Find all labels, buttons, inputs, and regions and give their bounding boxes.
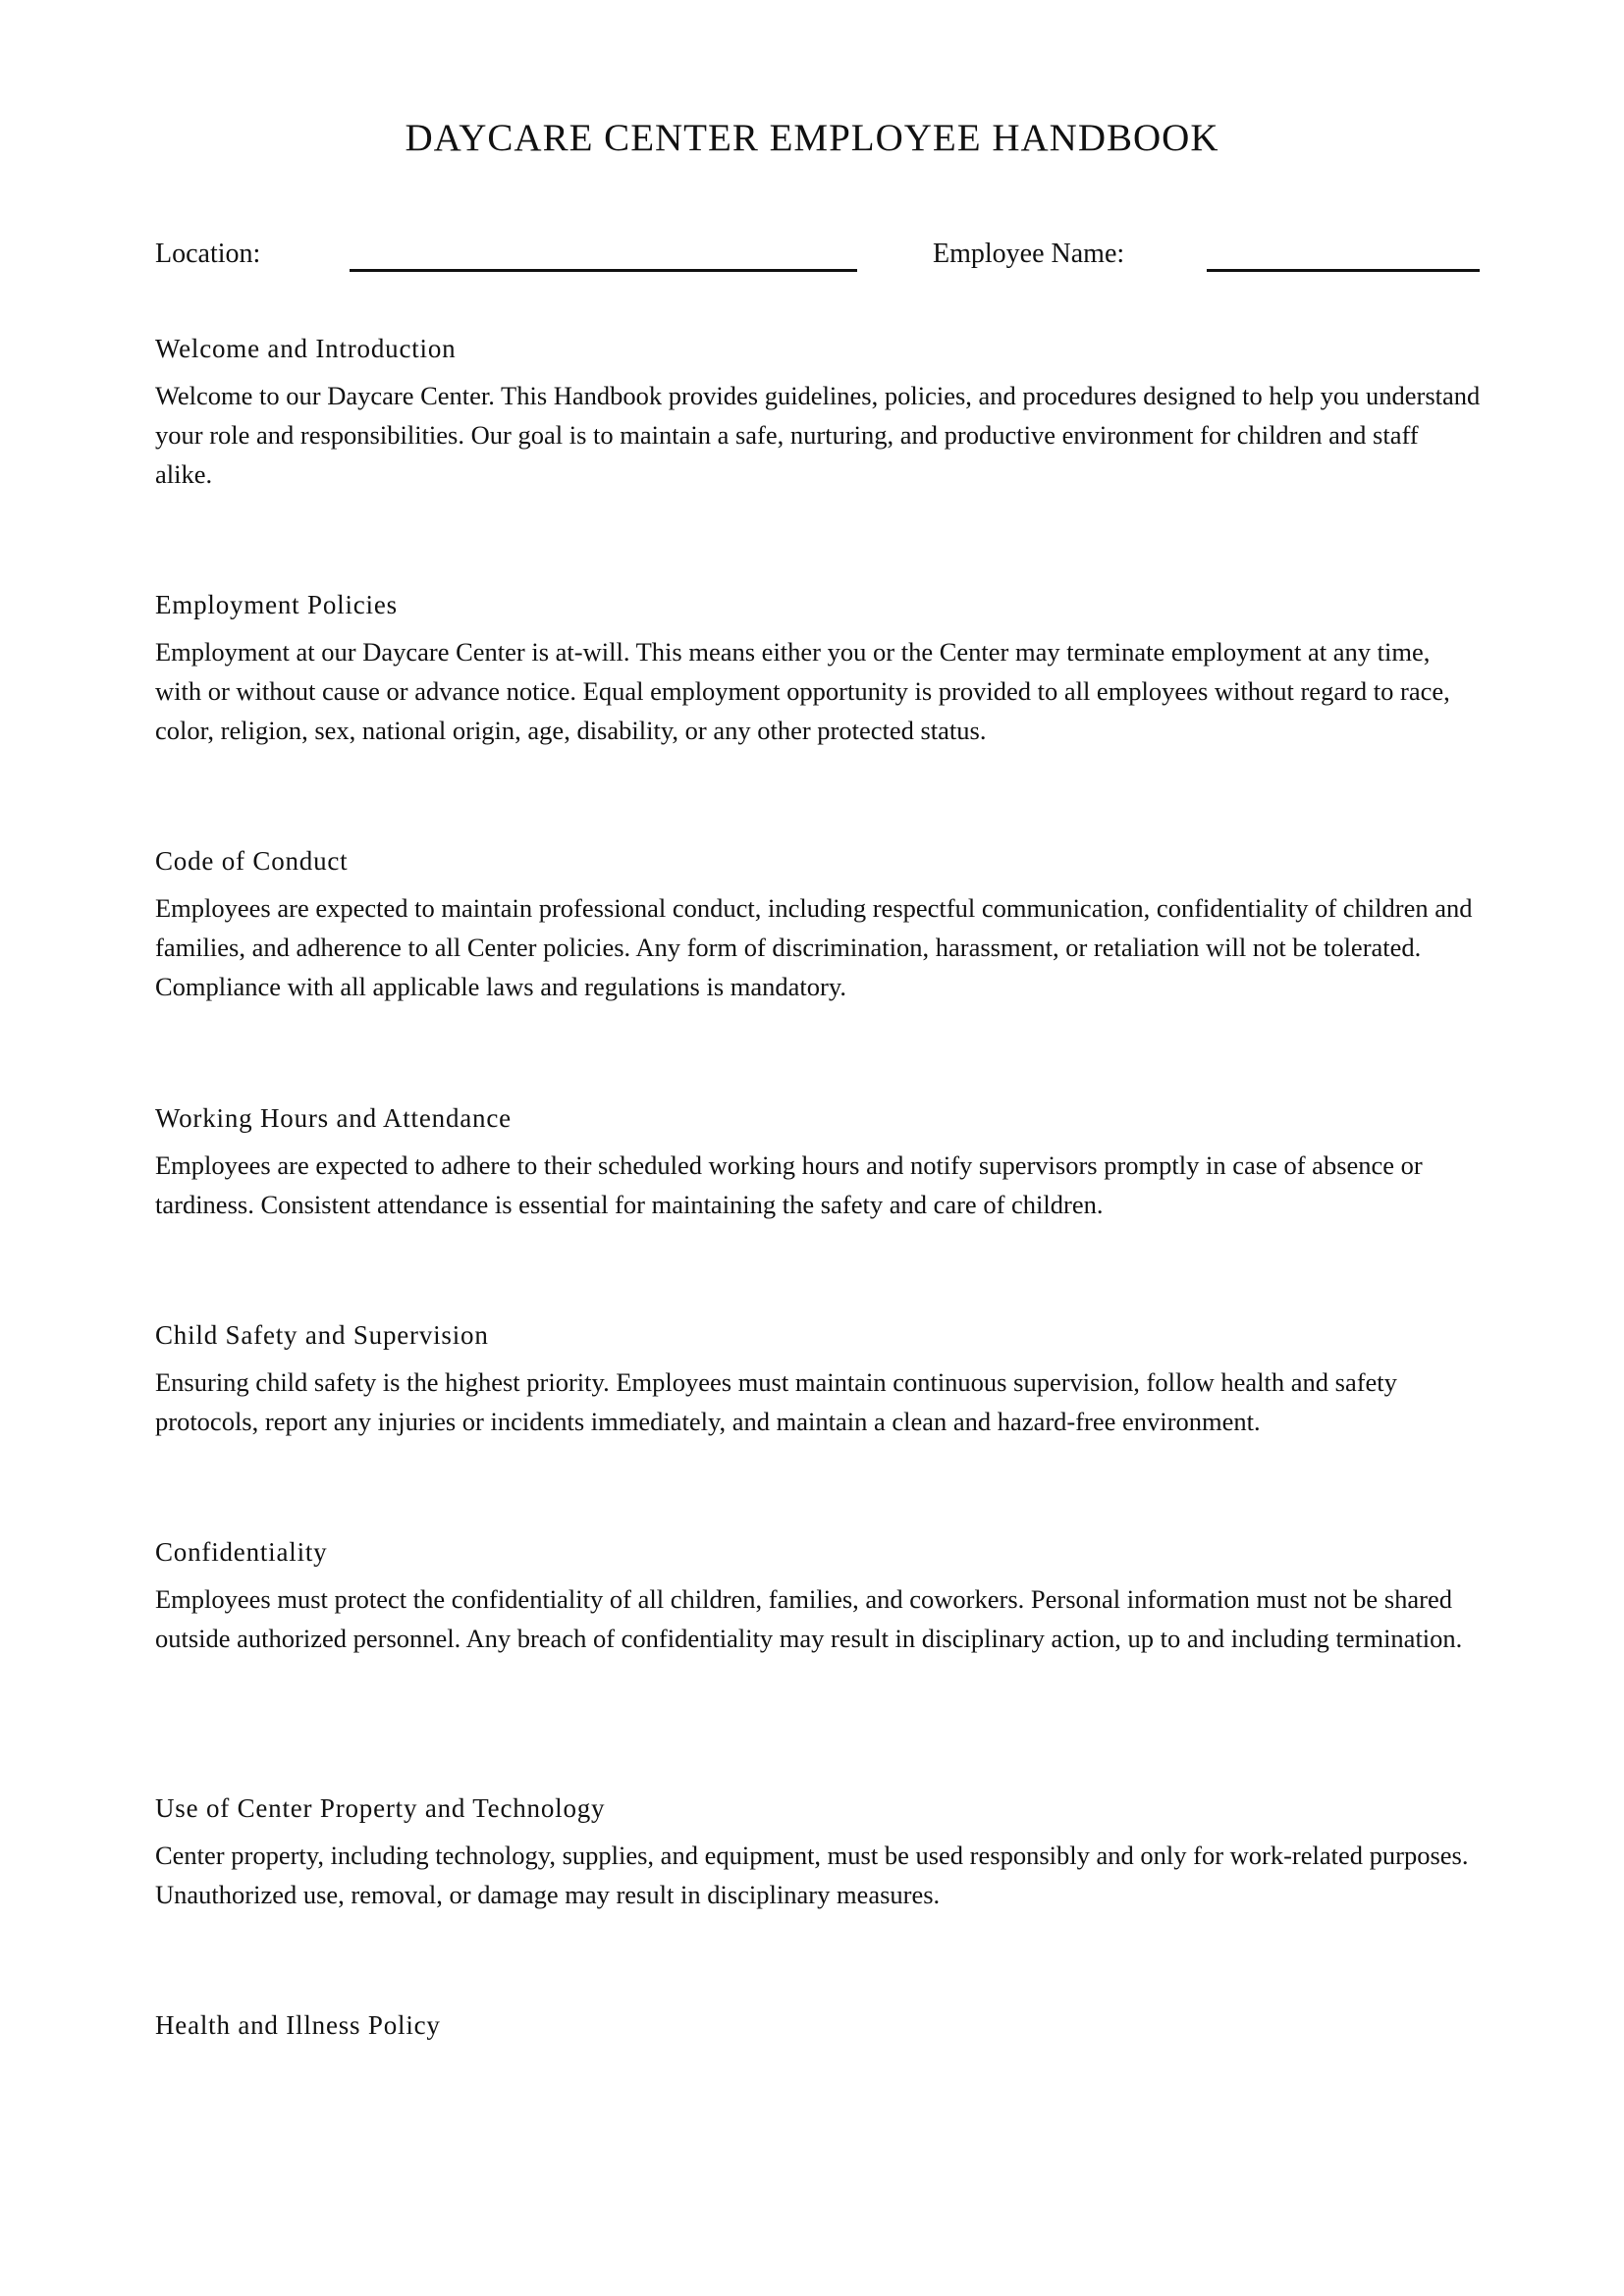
section-code-of-conduct (155, 843, 1481, 1006)
section-body: Employment at our Daycare Center is at-will. This means either you or the Center may terminate employment at any time, with or without cause or advance notice. Equal employment opportunity is provided to all employees without regard to race, color, religion, sex, national origin, age, disability, or any other protected status. (155, 637, 1450, 745)
section-heading: Code of Conduct (155, 846, 349, 876)
employee-name-label: Employee Name: (933, 239, 1125, 269)
section-use-of-center-property-and-technology (155, 1790, 1481, 1914)
section-body: Center property, including technology, supplies, and equipment, must be used responsibly and only for work-related purposes. Unauthorized use, removal, or damage may result in disciplinary measures. (155, 1841, 1469, 1909)
location-label: Location: (155, 239, 261, 269)
page-title: DAYCARE CENTER EMPLOYEE HANDBOOK (405, 117, 1219, 159)
section-heading: Employment Policies (155, 590, 398, 619)
section-health-and-illness-policy (155, 2007, 1481, 2053)
section-welcome-and-introduction (155, 331, 1481, 494)
employee-name-field[interactable] (1207, 269, 1480, 272)
section-body: Employees must protect the confidentiality of all children, families, and coworkers. Personal information must not be shared outside authorized personnel. Any breach of confidentiality may result in disciplinary action, up to and including termination. (155, 1584, 1463, 1653)
section-working-hours-and-attendance (155, 1100, 1481, 1224)
section-heading: Welcome and Introduction (155, 334, 457, 363)
section-body: Ensuring child safety is the highest priority. Employees must maintain continuous supervision, follow health and safety protocols, report any injuries or incidents immediately, and maintain a clean and hazard-free environment. (155, 1367, 1397, 1436)
section-heading: Confidentiality (155, 1537, 328, 1567)
section-body: Employees are expected to adhere to their scheduled working hours and notify supervisors promptly in case of absence or tardiness. Consistent attendance is essential for maintaining the safety and care of children. (155, 1150, 1423, 1219)
section-body: Employees are expected to maintain professional conduct, including respectful communication, confidentiality of children and families, and adherence to all Center policies. Any form of discrimination, harassment, or retaliation will not be tolerated. Compliance with all applicable laws and regulations is mandatory. (155, 893, 1473, 1001)
section-body: Welcome to our Daycare Center. This Handbook provides guidelines, policies, and procedures designed to help you understand your role and responsibilities. Our goal is to maintain a safe, nurturing, and productive environment for children and staff alike. (155, 381, 1481, 489)
section-child-safety-and-supervision (155, 1317, 1481, 1441)
section-confidentiality (155, 1534, 1481, 1658)
section-heading: Use of Center Property and Technology (155, 1793, 606, 1823)
section-heading: Health and Illness Policy (155, 2010, 441, 2040)
section-heading: Working Hours and Attendance (155, 1103, 512, 1133)
section-employment-policies (155, 587, 1481, 750)
location-field[interactable] (350, 269, 857, 272)
section-heading: Child Safety and Supervision (155, 1320, 489, 1350)
